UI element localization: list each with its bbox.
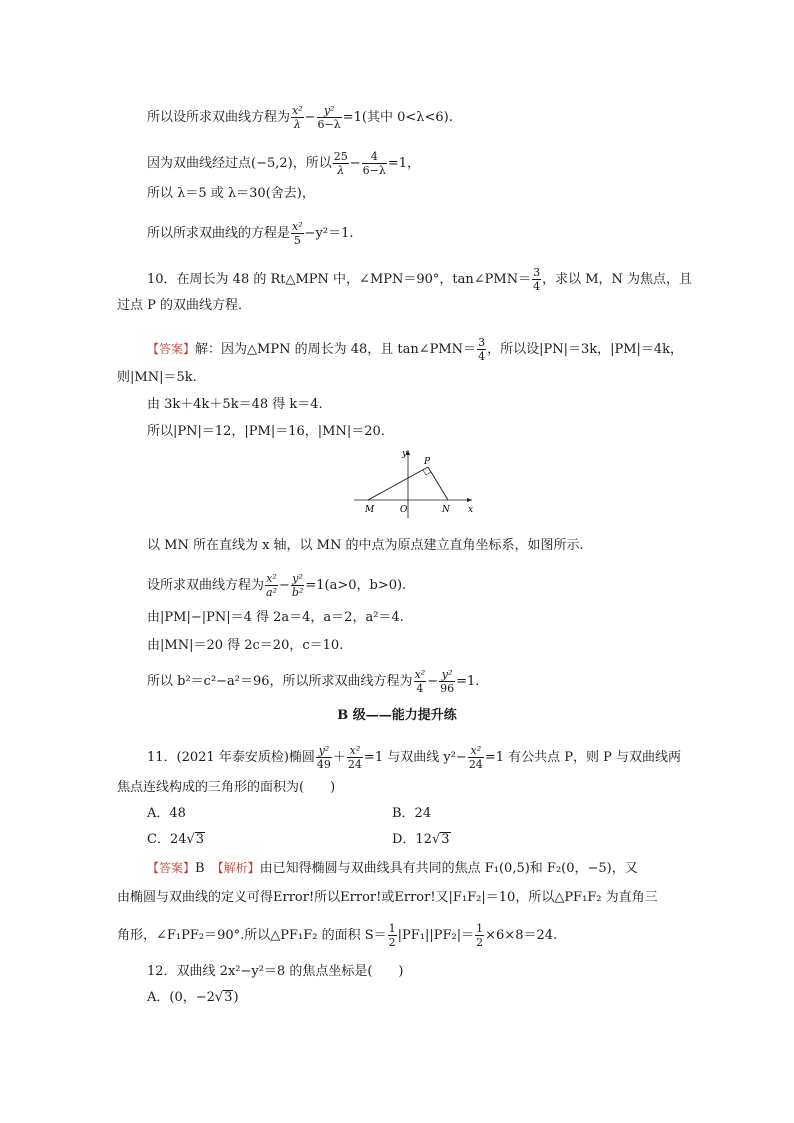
- text: −: [349, 156, 361, 171]
- text: =1 与双曲线 y²−: [363, 750, 467, 765]
- answer-11-area: [117, 922, 557, 949]
- text: 因为双曲线经过点(−5,2)，所以: [147, 156, 332, 171]
- answer-10-line: 由|MN|＝20 得 2c＝20，c＝10.: [147, 638, 344, 653]
- answer-letter: B: [195, 861, 205, 876]
- answer-10-equation-setup: [147, 572, 406, 599]
- segment-pn: [428, 467, 448, 500]
- text: 角形，∠F₁PF₂＝90°.所以△PF₁F₂ 的面积 S＝: [117, 928, 387, 943]
- sqrt-sign: √: [186, 832, 195, 847]
- denominator: 49: [316, 758, 331, 771]
- option-d: [392, 832, 451, 848]
- radicand: 3: [195, 832, 205, 847]
- denominator: 24: [347, 758, 362, 771]
- label-o: O: [400, 505, 408, 515]
- denominator: 6−λ: [317, 118, 341, 131]
- text: ×6×8＝24.: [485, 928, 558, 943]
- text: A．(0，−2: [147, 990, 215, 1005]
- denominator: a²: [266, 586, 277, 599]
- answer-10: [147, 336, 683, 363]
- sqrt-sign: √: [214, 990, 224, 1005]
- numerator: y²: [292, 572, 303, 585]
- text: 解：因为△MPN 的周长为 48，且 tan∠PMN＝: [195, 342, 477, 357]
- numerator: y²: [316, 744, 332, 758]
- fraction: [388, 922, 397, 949]
- label-y: y: [402, 449, 408, 459]
- answer-10-line: 由 3k＋4k＋5k＝48 得 k＝4.: [147, 397, 323, 412]
- answer-11: [147, 860, 638, 877]
- denominator: 96: [440, 682, 455, 695]
- segment-mp: [368, 467, 428, 500]
- answer-10-line: 由|PM|−|PN|＝4 得 2a＝4，a＝2，a²＝4.: [147, 610, 404, 625]
- question-11-cont: 焦点连线构成的三角形的面积为( ): [117, 780, 336, 795]
- text: =1.: [456, 674, 480, 689]
- text: ): [233, 990, 239, 1005]
- radicand: 3: [441, 832, 450, 847]
- answer-10-line: 所以|PN|＝12，|PM|＝16，|MN|＝20.: [147, 424, 385, 439]
- fraction: [468, 744, 484, 771]
- question-12-option-a: [147, 990, 239, 1006]
- text: =1，: [387, 156, 420, 171]
- denominator: 4: [533, 280, 541, 293]
- numerator: 25: [333, 150, 348, 163]
- line-point-substitution: [147, 150, 420, 177]
- option-c: [147, 832, 205, 848]
- answer-10-line: 则|MN|＝5k.: [117, 370, 197, 385]
- label-m: M: [365, 505, 375, 515]
- numerator: 3: [533, 266, 541, 279]
- text: 10．在周长为 48 的 Rt△MPN 中，∠MPN＝90°，tan∠PMN＝: [147, 272, 532, 287]
- option-a: A．48: [147, 806, 186, 821]
- fraction: [439, 668, 455, 695]
- x-axis-arrow: [467, 498, 472, 502]
- fraction: [291, 104, 304, 131]
- numerator: x²: [292, 220, 303, 233]
- fraction: [317, 104, 342, 131]
- text: 由已知得椭圆与双曲线具有共同的焦点 F₁(0,5)和 F₂(0，−5)，又: [259, 861, 638, 876]
- text: −y²＝1.: [304, 226, 354, 241]
- numerator: x²: [468, 744, 484, 758]
- numerator: y²: [439, 668, 455, 682]
- denominator: 2: [476, 936, 484, 949]
- triangle-diagram: [352, 446, 476, 520]
- text: −: [278, 578, 290, 593]
- numerator: 3: [478, 336, 486, 349]
- denominator: λ: [337, 164, 345, 177]
- text: −: [304, 110, 316, 125]
- text: 所以 b²＝c²−a²＝96，所以所求双曲线方程为: [147, 674, 413, 689]
- question-10-cont: 过点 P 的双曲线方程．: [117, 298, 252, 313]
- denominator: 4: [478, 350, 486, 363]
- question-12: 12．双曲线 2x²−y²＝8 的焦点坐标是( ): [147, 964, 404, 979]
- fraction: [291, 220, 304, 247]
- denominator: 2: [388, 936, 396, 949]
- fraction: [265, 572, 278, 599]
- fraction: [347, 744, 363, 771]
- denominator: b²: [291, 586, 304, 599]
- text: −: [427, 674, 439, 689]
- question-10: [147, 266, 692, 293]
- fraction: [532, 266, 541, 293]
- question-11: [147, 744, 681, 771]
- radicand: 3: [224, 990, 233, 1005]
- fraction: [333, 150, 349, 177]
- sqrt-sign: √: [431, 832, 441, 847]
- numerator: x²: [292, 104, 303, 117]
- denominator: 4: [416, 682, 424, 695]
- line-lambda-values: 所以 λ＝5 或 λ＝30(舍去)，: [147, 186, 315, 201]
- option-b: B．24: [392, 806, 432, 821]
- answer-10-final: [147, 668, 479, 695]
- line-equation-setup: [147, 104, 453, 131]
- text: =1(a>0，b>0).: [305, 578, 407, 593]
- numerator: 1: [388, 922, 396, 935]
- answer-10-line: 以 MN 所在直线为 x 轴，以 MN 的中点为原点建立直角坐标系，如图所示.: [147, 538, 584, 553]
- text: D．12: [392, 832, 432, 847]
- denominator: 5: [293, 234, 301, 247]
- text: 所以设所求双曲线方程为: [147, 110, 291, 125]
- section-heading: B 级——能力提升练: [337, 708, 457, 723]
- numerator: x²: [347, 744, 363, 758]
- label-p: P: [424, 457, 431, 467]
- numerator: x²: [414, 668, 426, 681]
- text: |PF₁||PF₂|＝: [397, 928, 475, 943]
- answer-11-line: 由椭圆与双曲线的定义可得Error!所以Error!或Error!又|F₁F₂|＝10，所以△PF₁F₂ 为直角三: [117, 890, 658, 905]
- line-final-equation: [147, 220, 354, 247]
- answer-tag: 【答案】: [147, 342, 196, 356]
- denominator: 24: [468, 758, 483, 771]
- label-n: N: [442, 505, 450, 515]
- fraction: [362, 150, 387, 177]
- text: =1 有公共点 P，则 P 与双曲线两: [484, 750, 681, 765]
- numerator: y²: [317, 104, 342, 118]
- analysis-tag: 【解析】: [217, 861, 260, 875]
- denominator: 6−λ: [362, 164, 386, 177]
- text: 设所求双曲线方程为: [147, 578, 265, 593]
- text: 所以所求双曲线的方程是: [147, 226, 291, 241]
- numerator: 4: [362, 150, 387, 164]
- text: ，求以 M，N 为焦点，且: [542, 272, 693, 287]
- text: ＋: [332, 750, 346, 765]
- fraction: [414, 668, 427, 695]
- text: C．24: [147, 832, 187, 847]
- fraction: [475, 922, 484, 949]
- fraction: [291, 572, 304, 599]
- numerator: x²: [266, 572, 277, 585]
- denominator: λ: [293, 118, 301, 131]
- fraction: [316, 744, 332, 771]
- fraction: [477, 336, 486, 363]
- text: ，所以设|PN|＝3k，|PM|＝4k，: [487, 342, 684, 357]
- text: 11．(2021 年泰安质检)椭圆: [147, 750, 315, 765]
- numerator: 1: [476, 922, 484, 935]
- text: =1(其中 0<λ<6).: [342, 110, 453, 125]
- label-x: x: [468, 505, 474, 515]
- answer-tag: 【答案】: [147, 861, 196, 875]
